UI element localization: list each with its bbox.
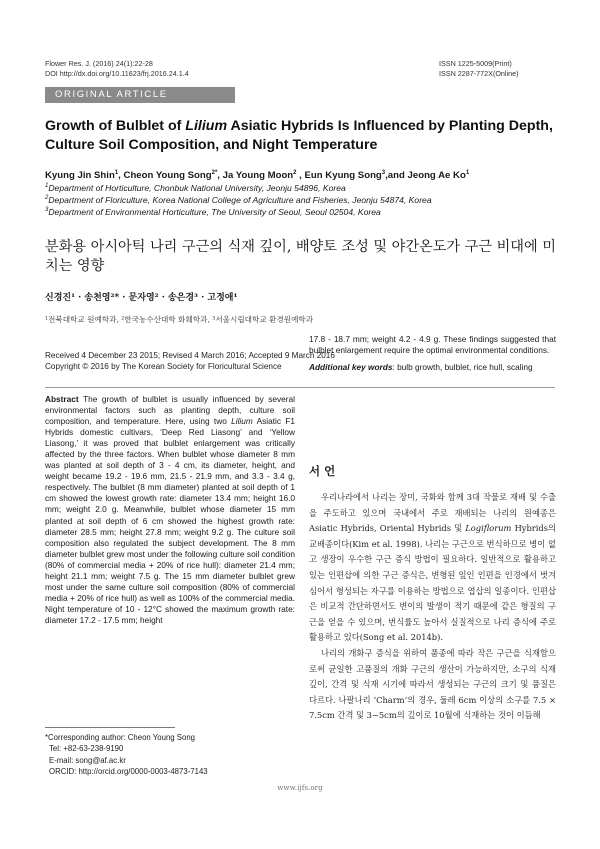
article-type-banner: ORIGINAL ARTICLE xyxy=(45,87,235,103)
author-2-sup: 2* xyxy=(211,169,218,176)
keywords-text: : bulb growth, bulblet, rice hull, scaling xyxy=(392,362,533,373)
intro-italic-term: Logiflorum xyxy=(465,523,512,534)
title-post: Asiatic Hybrids Is Influenced by Planting Depth, Culture Soil Composition, and Night Temperature xyxy=(45,118,553,153)
korean-title: 분화용 아시아틱 나리 구근의 식재 깊이, 배양토 조성 및 야간온도가 구근 비대에 미치는 영향 xyxy=(45,239,556,274)
intro-paragraph-1: 우리나라에서 나리는 장미, 국화와 함께 3대 작물로 재배 및 수출을 주도하고 있으며 국내에서 주로 재배되는 나리의 원예종은 Asiatic Hybrids, Oriental Hybrids 및 Logiflorum Hybrids의 교배종이다(Kim et al. 1998). 나리는 구근으로 번식하므로 병이 없고 생장이 우수한 구근 증식 방법이 필요하다. 일반적으로 활용하고 있는 인편삽에 의한 구근 증식은, 변형된 잎인 인편을 인경에서 벗겨 심어서 형성되는 자구를 이용하는 방법으로 엽삽의 일종이다. 인편삽은 비교적 간단하면서도 변이의 발생이 적기 때문에 같은 형질의 구근을 얻을 수 있으며, 번식률도 높아서 실질적으로 나리 증식에 주로 활용하고 있다(Song et al. 2014b). xyxy=(309,492,557,643)
korean-affiliations: ¹전북대학교 원예학과, ²한국농수산대학 화훼학과, ³서울시립대학교 환경원예학과 xyxy=(45,315,314,324)
author-4-sup: 3 xyxy=(381,169,386,176)
journal-citation xyxy=(45,59,189,79)
keywords-label: Additional key words xyxy=(309,362,393,373)
intro-paragraph-2: 나리의 개화구 증식을 위하여 품종에 따라 작은 구근을 식재함으로써 균일한 고품질의 개화 구근의 생산이 가능하지만, 소구의 식재 깊이, 간격 및 식재 시기에 따라서 생성되는 구근의 크기 및 품질은 다르다. 나팔나리 ‘Charm’의 경우, 둘레 6cm 이상의 소구를 7.5 × 7.5cm 간격 및 3~5cm의 깊이로 10월에 식재하는 것이 이듬해 xyxy=(309,647,556,721)
issn-print: ISSN 1225-5009(Print) xyxy=(439,59,512,68)
corr-orcid[interactable]: ORCID: http://orcid.org/0000-0003-4873-7143 xyxy=(49,767,208,777)
abstract-continued xyxy=(309,334,556,373)
affiliation-3: $^3$Department of Environmental Horticulture, The University of Seoul, Seoul 02504, Korea xyxy=(45,207,381,217)
abstract-part-2: Asiatic F1 Hybrids domestic cultivars, ‘Deep Red Liasong’ and ‘Yellow Liasong,’ it was proved that bulblet enlargement was critically affected by the three factors. When bulblet whose diameter 8 mm was planted at soil depth of 3 - 4 cm, its diameter, height, and weight became 19.2 - 19.6 mm, 21.5 - 21.9 mm, and 3.3 - 3.4 g, respectively. The bulblet (8 mm diameter) planted at soil depth of 1 cm showed the lowest growth rate: diameter 13.4 mm; height 16.0 mm; weight 2.0 g. Meanwhile, bulblet whose diameter 15 mm planted at soil depth of 6 cm showed the highest growth rate: diameter 28.5 mm; height 27.8 mm; weight 9.2 g. The culture soil composition also regulated the subject development. The 8 mm diameter bulblet grew most under the following culture soil condition (80% of commercial media + 20% of rice hull): diameter 21.4 mm; height 21.1 mm; weight 7.5 g. The 15 mm diameter bulblet grew most under the same culture soil composition (80% of commercial media + 20% of rice hull) as well as 100% of the commercial media. Night temperature of 10 - 12°C showed the maximum growth rate: diameter 17.2 - 17.5 mm; height xyxy=(45,416,295,625)
abstract-part-3: 17.8 - 18.7 mm; weight 4.2 - 4.9 g. These findings suggested that bulblet enlargement require the optimal environmental conditions. xyxy=(309,334,556,356)
intro-heading: 서 언 xyxy=(309,464,336,478)
issn-block xyxy=(439,59,559,79)
author-5: Jeong Ae Ko xyxy=(407,170,466,181)
title-pre: Growth of Bulblet of xyxy=(45,118,186,134)
author-3-sup: 2 xyxy=(293,169,297,176)
affiliation-2: $^2$Department of Floriculture, Korea National College of Agriculture and Fisheries, Jeonju 54874, Korea xyxy=(45,195,432,205)
corr-email[interactable]: E-mail: song@af.ac.kr xyxy=(49,755,126,765)
corr-tel: Tel: +82-63-238-9190 xyxy=(49,744,124,754)
author-4: Eun Kyung Song xyxy=(304,170,382,181)
footnote-divider xyxy=(45,727,175,728)
abstract-lilium: Lilium xyxy=(231,416,253,427)
author-1: Kyung Jin Shin xyxy=(45,170,115,181)
affiliation-1: $^1$Department of Horticulture, Chonbuk National University, Jeonju 54896, Korea xyxy=(45,183,346,193)
doi-link[interactable]: DOI http://dx.doi.org/10.11623/frj.2016.24.1.4 xyxy=(45,69,189,78)
copyright-line: Copyright © 2016 by The Korean Society for Floricultural Science xyxy=(45,362,282,371)
journal-website[interactable]: www.ijfs.org xyxy=(277,783,323,792)
author-5-sup: 1 xyxy=(465,169,470,176)
received-line: Received 4 December 23 2015; Revised 4 March 2016; Accepted 9 March 2016 xyxy=(45,351,335,360)
issn-online: ISSN 2287-772X(Online) xyxy=(439,69,519,78)
author-list: Kyung Jin Shin$^1$, Cheon Young Song$^{2*}$, Ja Young Moon$^2$ , Eun Kyung Song$^3$,and Jeong Ae Ko$^1$ xyxy=(45,169,470,181)
author-1-sup: 1 xyxy=(114,169,119,176)
article-title xyxy=(45,117,565,155)
section-divider xyxy=(45,387,555,388)
abstract-label: Abstract xyxy=(45,394,79,404)
journal-line: Flower Res. J. (2016) 24(1):22-28 xyxy=(45,59,153,68)
keywords xyxy=(309,362,556,373)
abstract xyxy=(45,394,295,626)
author-3: Ja Young Moon xyxy=(222,170,294,181)
abstract-part-1: The growth of bulblet is usually influenced by several environmental factors such as planting depth, culture soil composition, and temperature. Here, using two xyxy=(45,394,296,427)
intro-body xyxy=(309,490,556,724)
author-2: Cheon Young Song xyxy=(123,170,212,181)
corresponding-author: *Corresponding author: Cheon Young Song xyxy=(45,733,195,742)
korean-authors: 신경진¹ · 송천영²* · 문자영² · 송은경³ · 고정애¹ xyxy=(45,293,238,303)
correspondence xyxy=(45,732,295,778)
title-italic: Lilium xyxy=(185,118,228,134)
